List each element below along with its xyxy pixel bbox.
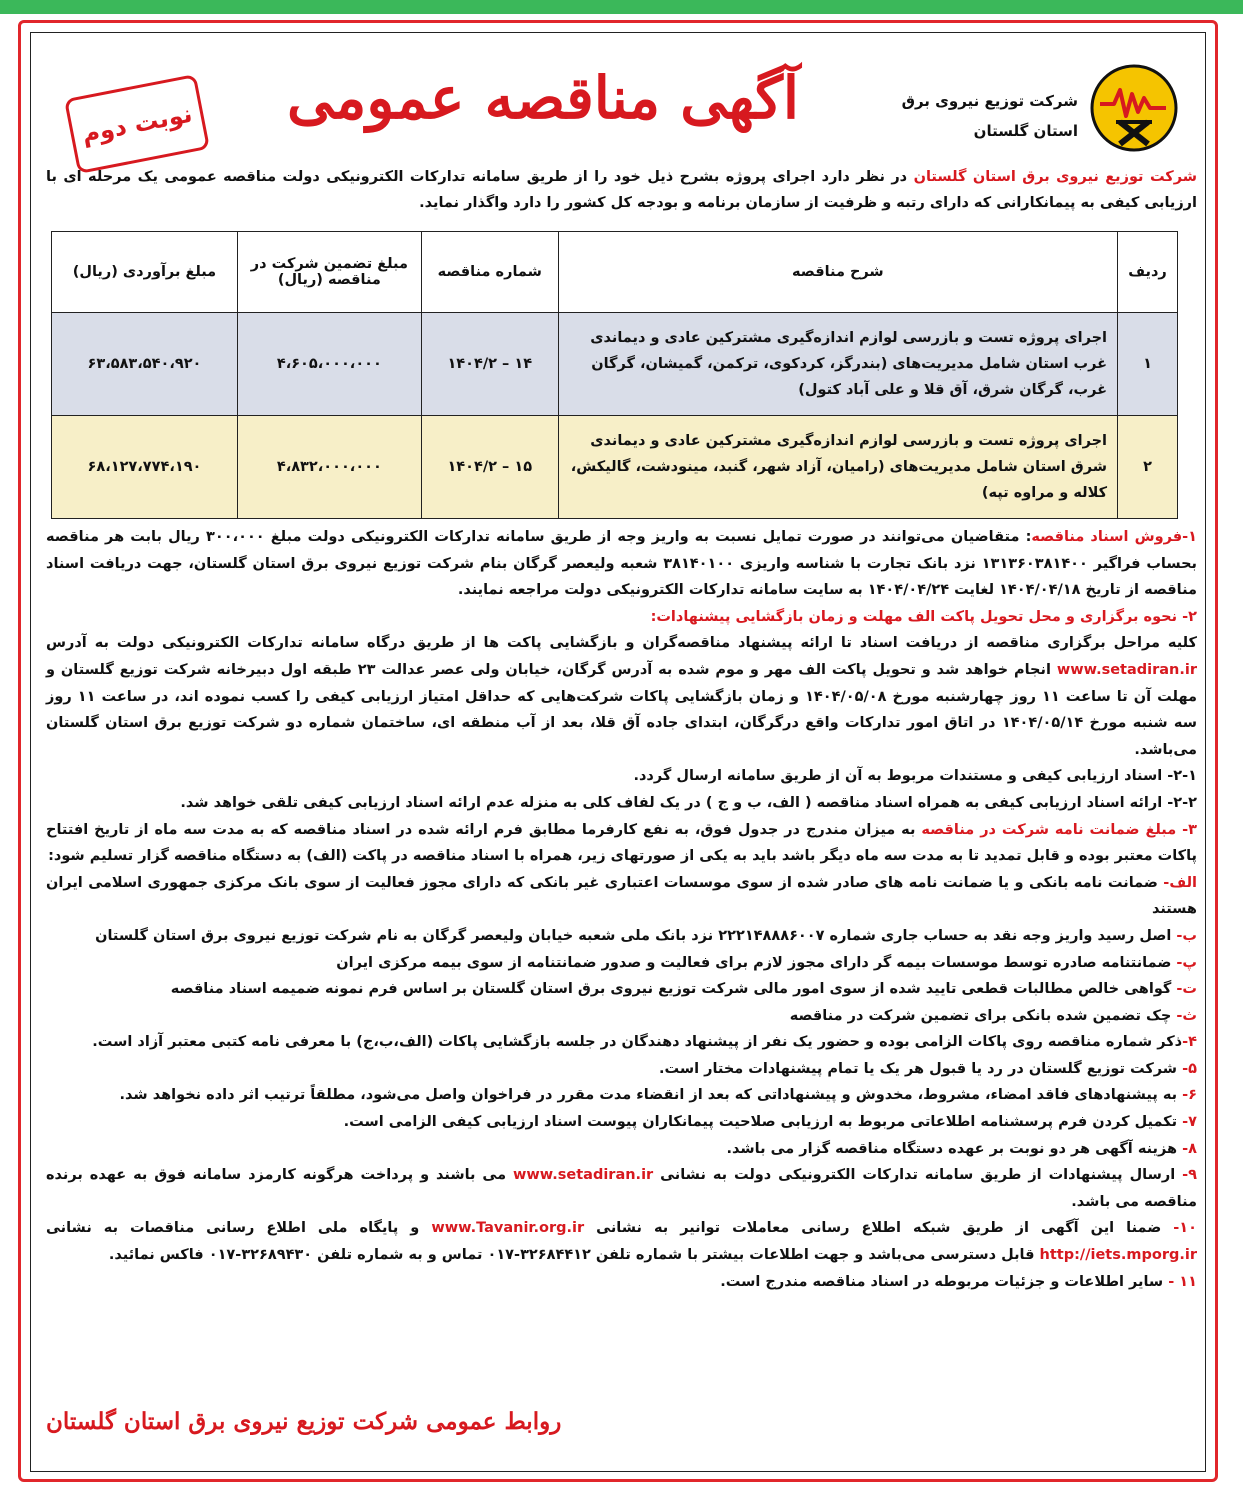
section-5 xyxy=(46,1056,1197,1083)
section-10-label: ۱۰- xyxy=(1173,1220,1197,1237)
section-2-text-a: کلیه مراحل برگزاری مناقصه از دریافت اسناد تا ارائه پیشنهاد مناقصه‌گران و بازگشایی پاکت ها از طریق درگاه سامانه تدارکات الکترونیکی دولت به آدرس xyxy=(46,635,1197,652)
section-9-text-a: ارسال پیشنهادات از طریق سامانه تدارکات الکترونیکی دولت به نشانی xyxy=(653,1167,1183,1184)
section-11-text: سایر اطلاعات و جزئیات مربوطه در اسناد مناقصه مندرج است. xyxy=(720,1273,1169,1290)
page-title: آگهی مناقصه عمومی xyxy=(286,64,800,132)
section-11 xyxy=(46,1269,1197,1296)
cell-number: ۱۵ – ۱۴۰۴/۲ xyxy=(421,416,558,519)
col-header-row-no: ردیف xyxy=(1118,232,1178,313)
section-6 xyxy=(46,1082,1197,1109)
col-header-estimate: مبلغ برآوردی (ریال) xyxy=(52,232,238,313)
table-header-row xyxy=(52,232,1178,313)
section-1-title: ۱-فروش اسناد مناقصه xyxy=(1031,529,1198,545)
iets-link[interactable]: http://iets.mporg.ir xyxy=(1039,1247,1197,1264)
col-header-guarantee: مبلغ تضمین شرکت در مناقصه (ریال) xyxy=(237,232,421,313)
section-9-text-b: می باشند و پرداخت هرگونه کارمزد سامانه فوق به عهده برنده مناقصه می باشد. xyxy=(46,1167,1197,1210)
cell-desc: اجرای پروژه تست و بازرسی لوازم اندازه‌گیری مشترکین عادی و دیماندی غرب استان شامل مدیریت‌های (بندرگز، کردکوی، ترکمن، گمیشان، گرگان غرب، گرگان شرق، آق قلا و علی آباد کتول) xyxy=(558,313,1117,416)
company-name xyxy=(858,86,1078,146)
cell-number: ۱۴ – ۱۴۰۴/۲ xyxy=(421,313,558,416)
section-1-text: : متقاضیان می‌توانند در صورت تمایل نسبت به واریز وجه از طریق سامانه تدارکات الکترونیکی دولت مبلغ ۳۰۰،۰۰۰ ریال بابت هر مناقصه بحساب فراگیر ۱۳۱۳۶۰۳۸۱۴۰۰ نزد بانک تجارت با شناسه واریزی ۳۸۱۴۰۱۰۰ شعبه ولیعصر گرگان بنام شرکت توزیع نیروی برق استان گلستان، جهت دریافت اسناد مناقصه از تاریخ ۱۴۰۴/۰۴/۱۸ لغایت ۱۴۰۴/۰۴/۲۴ به سایت سامانه تدارکات الکترونیکی دولت مراجعه نمایند. xyxy=(46,529,1197,599)
section-10-text-a: ضمنا این آگهی از طریق شبکه اطلاع رسانی معاملات توانیر به نشانی xyxy=(584,1220,1174,1237)
section-9 xyxy=(46,1162,1197,1215)
intro-text: در نظر دارد اجرای پروژه بشرح ذیل خود را از طریق سامانه تدارکات الکترونیکی دولت مناقصه عمومی یک مرحله ای با ارزیابی کیفی به پیمانکارانی که دارای رتبه و ظرفیت از سازمان برنامه و بودجه کل کشور را دارد واگذار نماید. xyxy=(46,169,1197,211)
tavanir-link[interactable]: www.Tavanir.org.ir xyxy=(431,1220,585,1237)
option-alef-label: الف- xyxy=(1163,874,1197,891)
section-9-label: ۹- xyxy=(1182,1167,1197,1184)
section-6-text: به پیشنهادهای فاقد امضاء، مشروط، مخدوش و پیشنهاداتی که بعد از انقضاء مدت مقرر در فراخوان واصل می‌شود، مطلقاً ترتیب اثر داده نخواهد شد. xyxy=(119,1087,1183,1104)
option-be xyxy=(46,923,1197,950)
option-se-label: ث- xyxy=(1176,1007,1197,1024)
section-8 xyxy=(46,1136,1197,1163)
conditions-body xyxy=(46,524,1197,1295)
section-7-label: ۷- xyxy=(1182,1114,1197,1131)
option-pe-text: ضمانتنامه صادره توسط موسسات بیمه گر دارای مجوز لازم برای فعالیت و صدور ضمانتنامه از سوی بیمه مرکزی ایران xyxy=(336,954,1177,971)
company-line-2: استان گلستان xyxy=(973,122,1078,140)
cell-guarantee: ۴،۶۰۵،۰۰۰،۰۰۰ xyxy=(237,313,421,416)
section-2-text-b: انجام خواهد شد و تحویل پاکت الف مهر و موم شده به آدرس گرگان، خیابان ولی عصر عدالت ۲۳ طبقه اول دبیرخانه شرکت توزیع گلستان و مهلت آن تا ساعت ۱۱ روز چهارشنبه مورخ ۱۴۰۴/۰۵/۰۸ و زمان بازگشایی پاکات شرکت‌هایی که حداقل امتیاز ارزیابی کیفی را کسب نموده اند، در ساعت ۱۱ روز سه شنبه مورخ ۱۴۰۴/۰۵/۱۴ در اتاق امور تدارکات واقع درگرگان، ابتدای جاده آق قلا، بعد از آب منطقه ای، ساختمان شماره دو شرکت توزیع برق استان گلستان می‌باشد. xyxy=(46,661,1197,758)
company-logo-icon xyxy=(1090,64,1178,152)
section-7-text: تکمیل کردن فرم پرسشنامه اطلاعاتی مربوط به ارزیابی صلاحیت پیمانکاران پیوست اسناد ارزیابی کیفی الزامی است. xyxy=(343,1114,1183,1131)
public-relations-signature: روابط عمومی شرکت توزیع نیروی برق استان گلستان xyxy=(46,1408,562,1435)
section-6-label: ۶- xyxy=(1182,1087,1197,1104)
section-1 xyxy=(46,524,1197,604)
option-alef-text: ضمانت نامه بانکی و یا ضمانت نامه های صادر شده از سوی موسسات اعتباری غیر بانکی که دارای مجوز فعالیت از سوی بانک مرکزی جمهوری اسلامی ایران هستند xyxy=(46,874,1197,918)
section-11-label: ۱۱ - xyxy=(1168,1273,1197,1290)
cell-row-no: ۲ xyxy=(1118,416,1178,519)
option-pe-label: پ- xyxy=(1176,954,1197,971)
header xyxy=(40,40,1196,158)
section-2-1: ۲-۱- اسناد ارزیابی کیفی و مستندات مربوط به آن از طریق سامانه ارسال گردد. xyxy=(633,768,1197,785)
option-te-text: گواهی خالص مطالبات قطعی تایید شده از سوی امور مالی شرکت توزیع نیروی برق استان گلستان بر اساس فرم نمونه ضمیمه اسناد مناقصه xyxy=(170,981,1177,998)
section-3 xyxy=(46,817,1197,870)
top-color-stripe xyxy=(0,0,1243,14)
second-round-badge: نوبت دوم xyxy=(64,74,210,174)
table-row xyxy=(52,313,1178,416)
cell-desc: اجرای پروژه تست و بازرسی لوازم اندازه‌گیری مشترکین عادی و دیماندی شرق استان شامل مدیریت‌های (رامیان، آزاد شهر، گنبد، مینودشت، گالیکش، کلاله و مراوه تپه) xyxy=(558,416,1117,519)
option-se-text: چک تضمین شده بانکی برای تضمین شرکت در مناقصه xyxy=(789,1007,1177,1024)
setadiran-link[interactable]: www.setadiran.ir xyxy=(513,1167,654,1184)
section-10 xyxy=(46,1215,1197,1268)
cell-row-no: ۱ xyxy=(1118,313,1178,416)
section-8-label: ۸- xyxy=(1182,1140,1197,1157)
section-3-text: به میزان مندرج در جدول فوق، به نفع کارفرما مطابق فرم ارائه شده در اسناد مناقصه که به مدت سه ماه از تاریخ افتتاح پاکات معتبر بوده و قابل تمدید تا به مدت سه ماه دیگر باشد باید به یکی از صورتهای زیر، همراه با اسناد مناقصه در پاکت (الف) به دستگاه مناقصه گزار تسلیم شود: xyxy=(46,821,1197,865)
section-2-title: ۲- نحوه برگزاری و محل تحویل پاکت الف مهلت و زمان بازگشایی پیشنهادات: xyxy=(650,608,1197,625)
section-2-2: ۲-۲- ارائه اسناد ارزیابی کیفی به همراه اسناد مناقصه ( الف، ب و ج ) در یک لفاف کلی به منزله عدم ارائه اسناد ارزیابی کیفی تلقی خواهد شد. xyxy=(180,794,1197,811)
section-10-text-c: قابل دسترسی می‌باشد و جهت اطلاعات بیشتر با شماره تلفن ۳۲۶۸۴۴۱۲-۰۱۷ تماس و به شماره تلفن ۳۲۶۸۹۴۳۰-۰۱۷ فاکس نمائید. xyxy=(108,1247,1040,1264)
section-5-text: شرکت توزیع گلستان در رد یا قبول هر یک یا تمام پیشنهادات مختار است. xyxy=(658,1060,1183,1077)
section-2 xyxy=(46,630,1197,763)
table-row xyxy=(52,416,1178,519)
section-5-label: ۵- xyxy=(1182,1060,1197,1077)
intro-company: شرکت توزیع نیروی برق استان گلستان xyxy=(913,169,1198,185)
option-alef xyxy=(46,870,1197,923)
option-be-label: ب- xyxy=(1176,927,1197,944)
col-header-desc: شرح مناقصه xyxy=(558,232,1117,313)
company-line-1: شرکت توزیع نیروی برق xyxy=(901,92,1078,110)
option-pe xyxy=(46,950,1197,977)
option-te-label: ت- xyxy=(1176,981,1197,998)
option-se xyxy=(46,1003,1197,1030)
cell-guarantee: ۴،۸۳۲،۰۰۰،۰۰۰ xyxy=(237,416,421,519)
section-3-title: ۳- مبلغ ضمانت نامه شرکت در مناقصه xyxy=(921,821,1197,838)
cell-estimate: ۶۳،۵۸۳،۵۴۰،۹۲۰ xyxy=(52,313,238,416)
tender-table xyxy=(51,231,1178,519)
option-te xyxy=(46,976,1197,1003)
setadiran-link[interactable]: www.setadiran.ir xyxy=(1056,661,1197,678)
section-4 xyxy=(46,1029,1197,1056)
cell-estimate: ۶۸،۱۲۷،۷۷۴،۱۹۰ xyxy=(52,416,238,519)
section-10-text-b: و پایگاه ملی اطلاع رسانی مناقصات به نشانی xyxy=(46,1220,432,1237)
section-4-text: ذکر شماره مناقصه روی پاکات الزامی بوده و حضور یک نفر از پیشنهاد دهندگان در جلسه بازگشایی پاکات (الف،ب،ج) با معرفی نامه کتبی معتبر آزاد است. xyxy=(92,1034,1183,1051)
section-8-text: هزینه آگهی هر دو نوبت بر عهده دستگاه مناقصه گزار می باشد. xyxy=(726,1140,1183,1157)
col-header-number: شماره مناقصه xyxy=(421,232,558,313)
section-7 xyxy=(46,1109,1197,1136)
option-be-text: اصل رسید واریز وجه نقد به حساب جاری شماره ۲۲۲۱۴۸۸۸۶۰۰۷ نزد بانک ملی شعبه خیابان ولیعصر گرگان به نام شرکت توزیع نیروی برق استان گلستان xyxy=(95,927,1177,944)
section-4-label: ۴- xyxy=(1182,1034,1197,1051)
intro-paragraph xyxy=(46,164,1197,216)
